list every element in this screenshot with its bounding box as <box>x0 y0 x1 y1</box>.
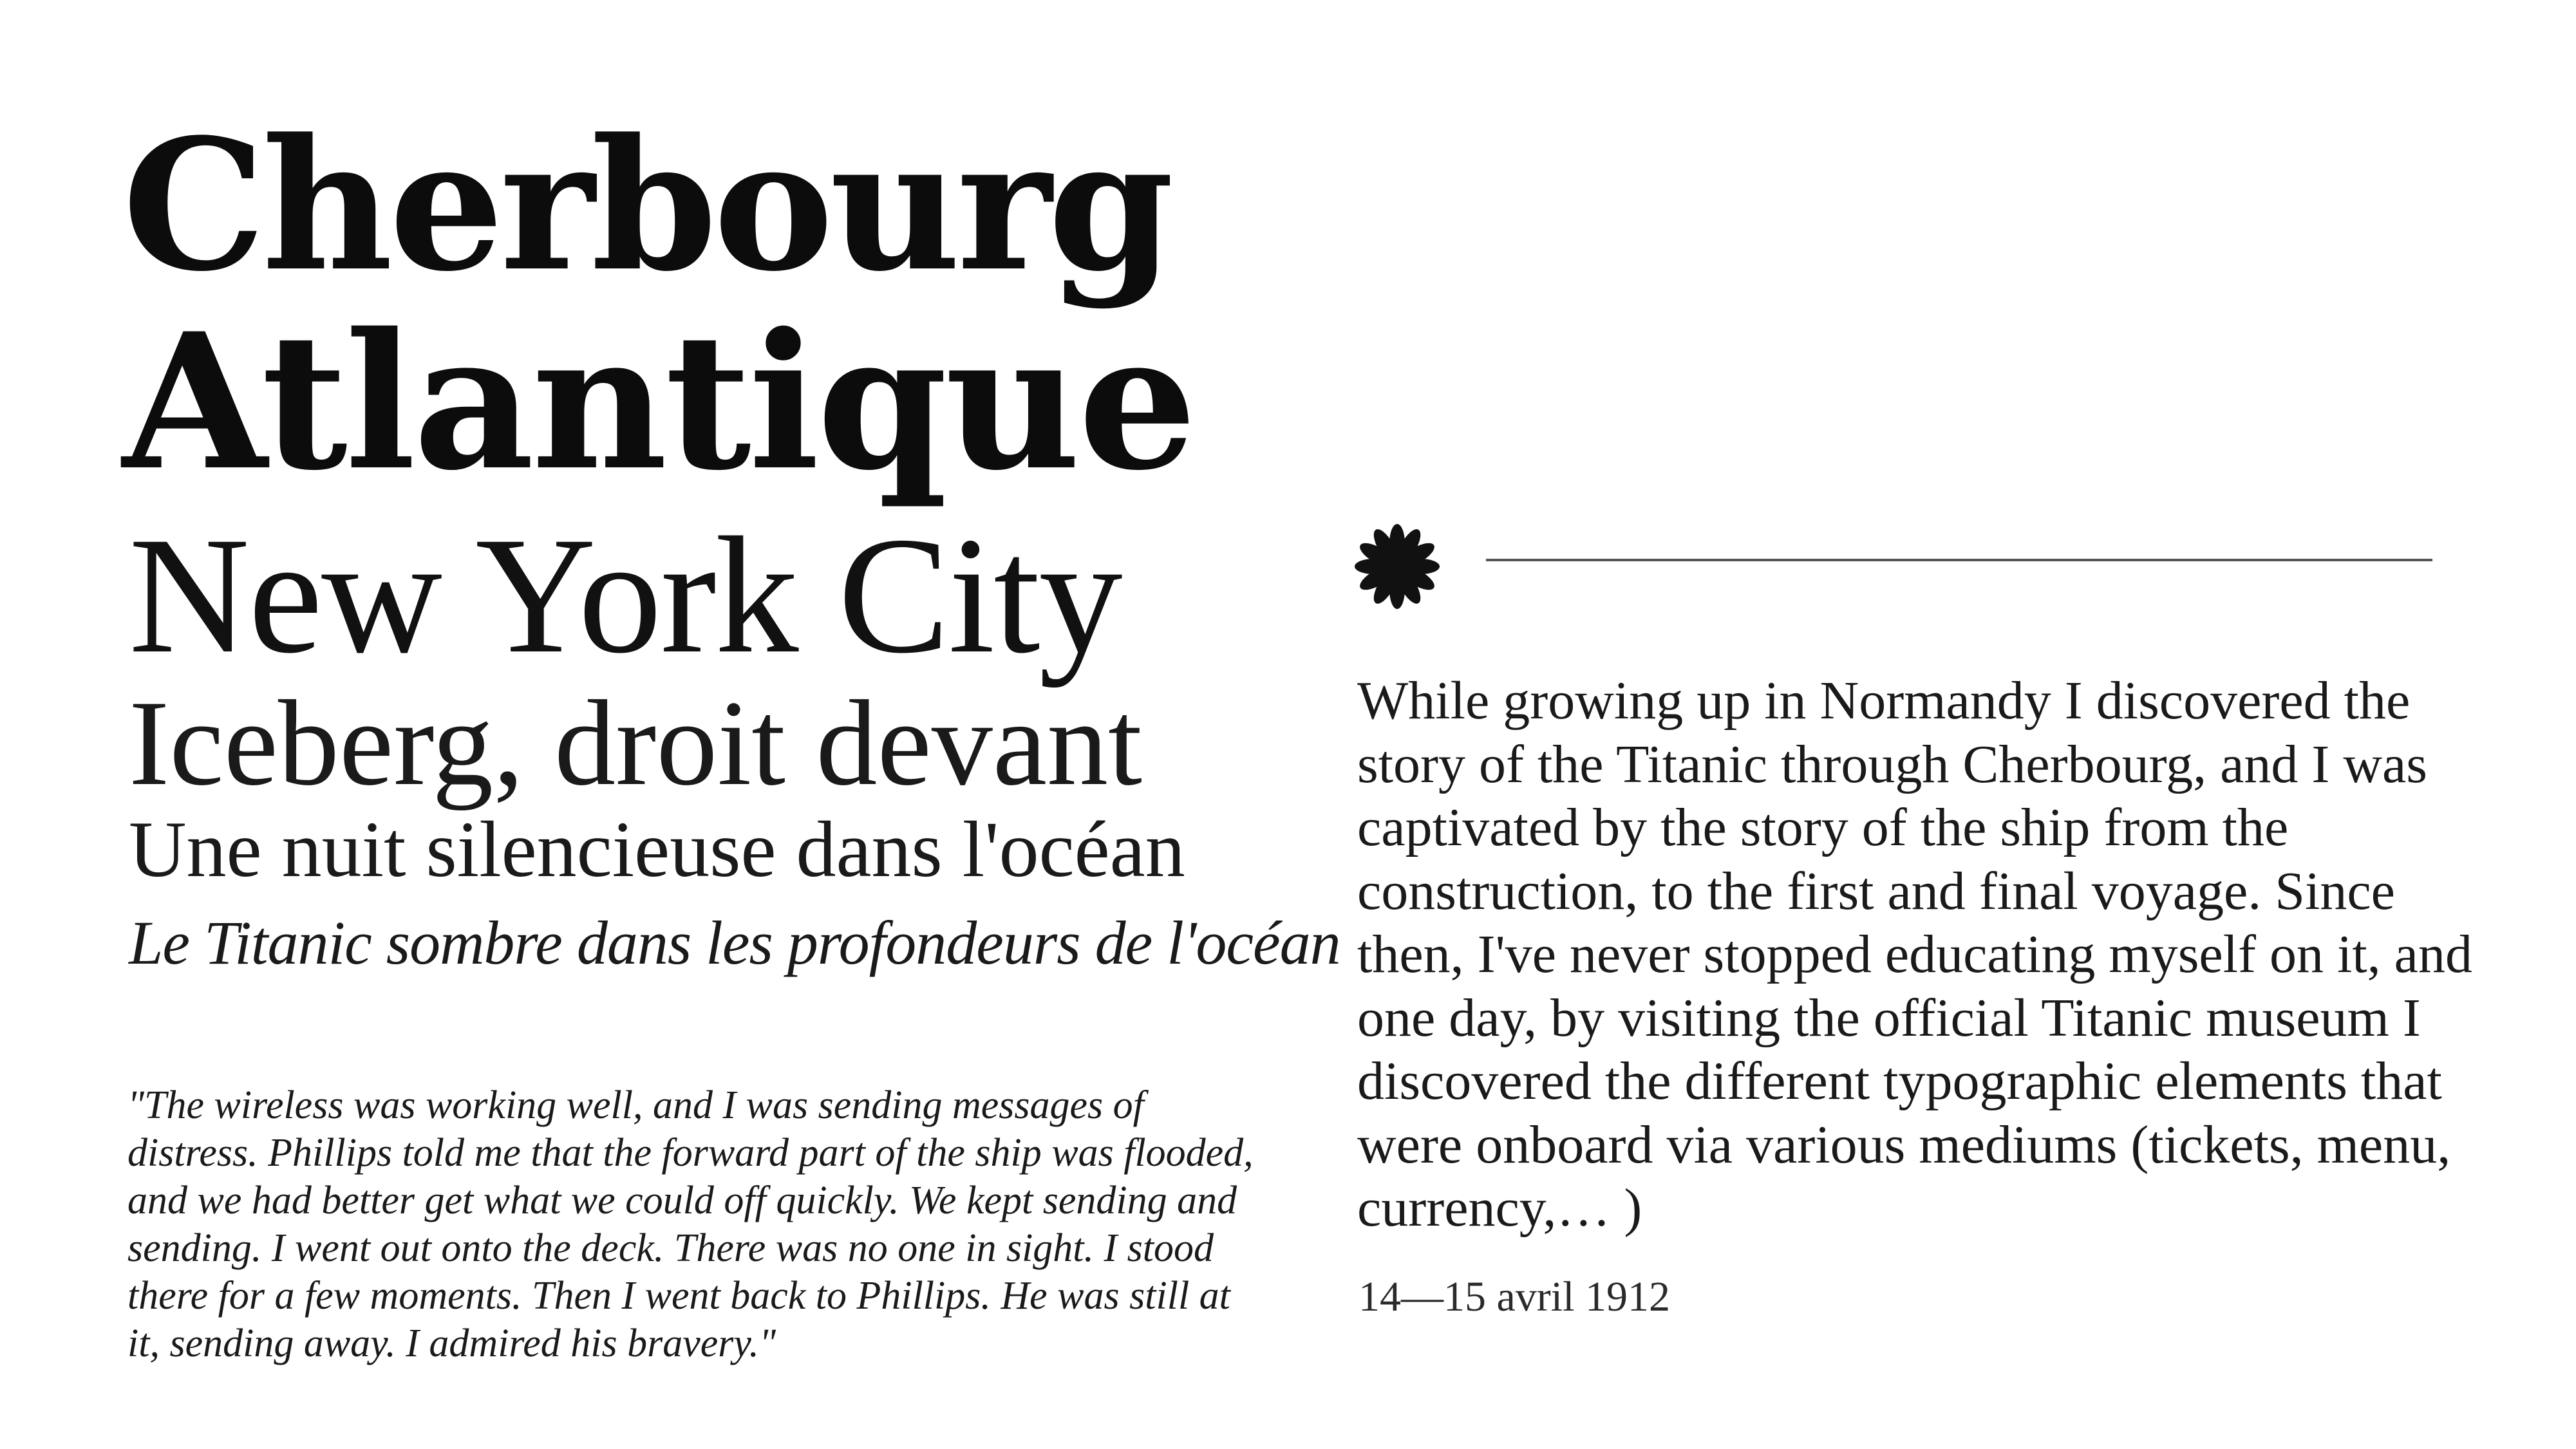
asterism-icon <box>1352 521 1442 612</box>
headline-new-york-city: New York City <box>129 503 1122 688</box>
article-body: While growing up in Normandy I discovered the story of the Titanic through Cherbourg, and I was captivated by the story of the ship from the construction, to the first and final voyage. Since then, I've never stopped educating myself on it, and one day, by visiting the official Titanic museum I discovered the different typographic elements that were onboard via various mediums (tickets, menu, currency,… ) <box>1357 671 2472 1238</box>
headline-atlantique: Atlantique <box>122 293 1195 512</box>
headline-cherbourg: Cherbourg <box>122 100 1170 312</box>
subheading-iceberg: Iceberg, droit devant <box>129 676 1142 811</box>
subheading-nuit-silencieuse: Une nuit silencieuse dans l'océan <box>129 805 1185 893</box>
horizontal-rule <box>1486 559 2432 561</box>
wireless-quote: "The wireless was working well, and I was sending messages of distress. Phillips told me that the forward part of the ship was flooded, and we had better get what we could off quickly. We kept sending and sending. I went out onto the deck. There was no one in sight. I stood there for a few moments. Then I went back to Phillips. He was still at it, sending away. I admired his bravery." <box>127 1083 1254 1365</box>
date-caption: 14—15 avril 1912 <box>1359 1273 1670 1320</box>
italic-line-titanic-sombre: Le Titanic sombre dans les profondeurs de l'océan <box>129 908 1340 977</box>
